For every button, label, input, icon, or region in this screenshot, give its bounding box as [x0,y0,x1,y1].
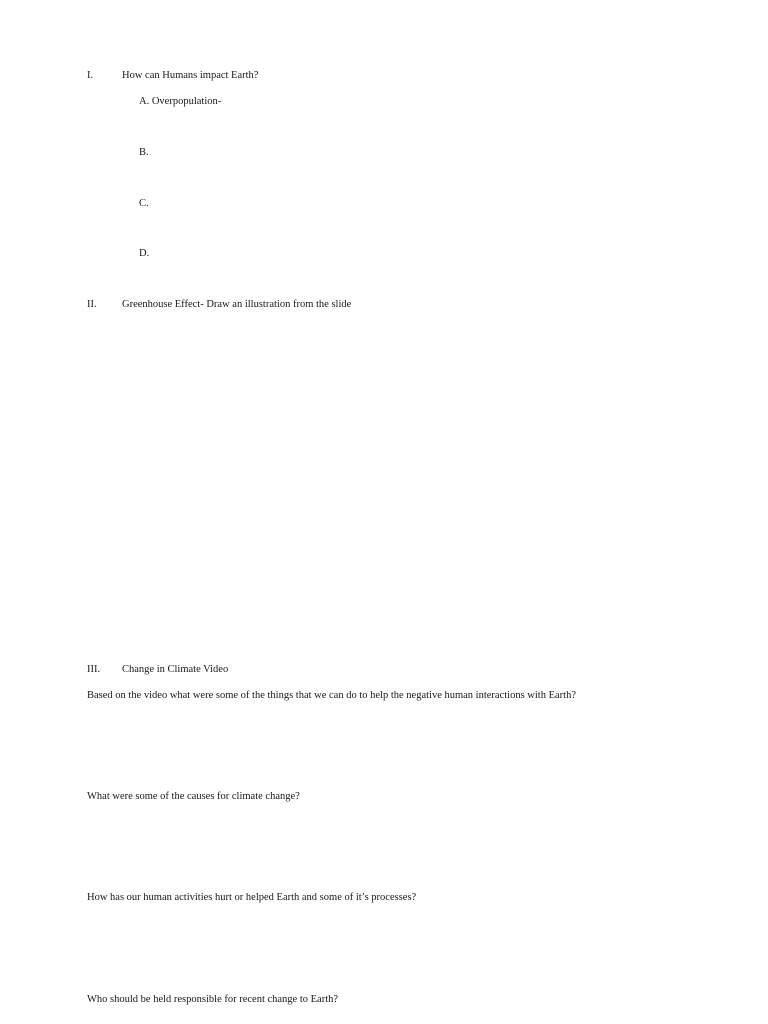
section-title: How can Humans impact Earth? [122,70,259,81]
list-item-a: A. Overpopulation- [139,96,222,107]
question-3: How has our human activities hurt or helped Earth and some of it’s processes? [87,892,417,903]
section-title: Change in Climate Video [122,664,229,675]
section-numeral: III. [87,664,101,675]
section-numeral: II. [87,299,97,310]
question-1: Based on the video what were some of the things that we can do to help the negative human interactions with Earth? [87,690,576,701]
section-title: Greenhouse Effect- Draw an illustration from the slide [122,299,352,310]
question-2: What were some of the causes for climate change? [87,791,300,802]
section-numeral: I. [87,70,94,81]
list-item-c: C. [139,198,149,209]
list-item-d: D. [139,248,150,259]
question-4: Who should be held responsible for recent change to Earth? [87,994,339,1005]
list-item-b: B. [139,147,149,158]
